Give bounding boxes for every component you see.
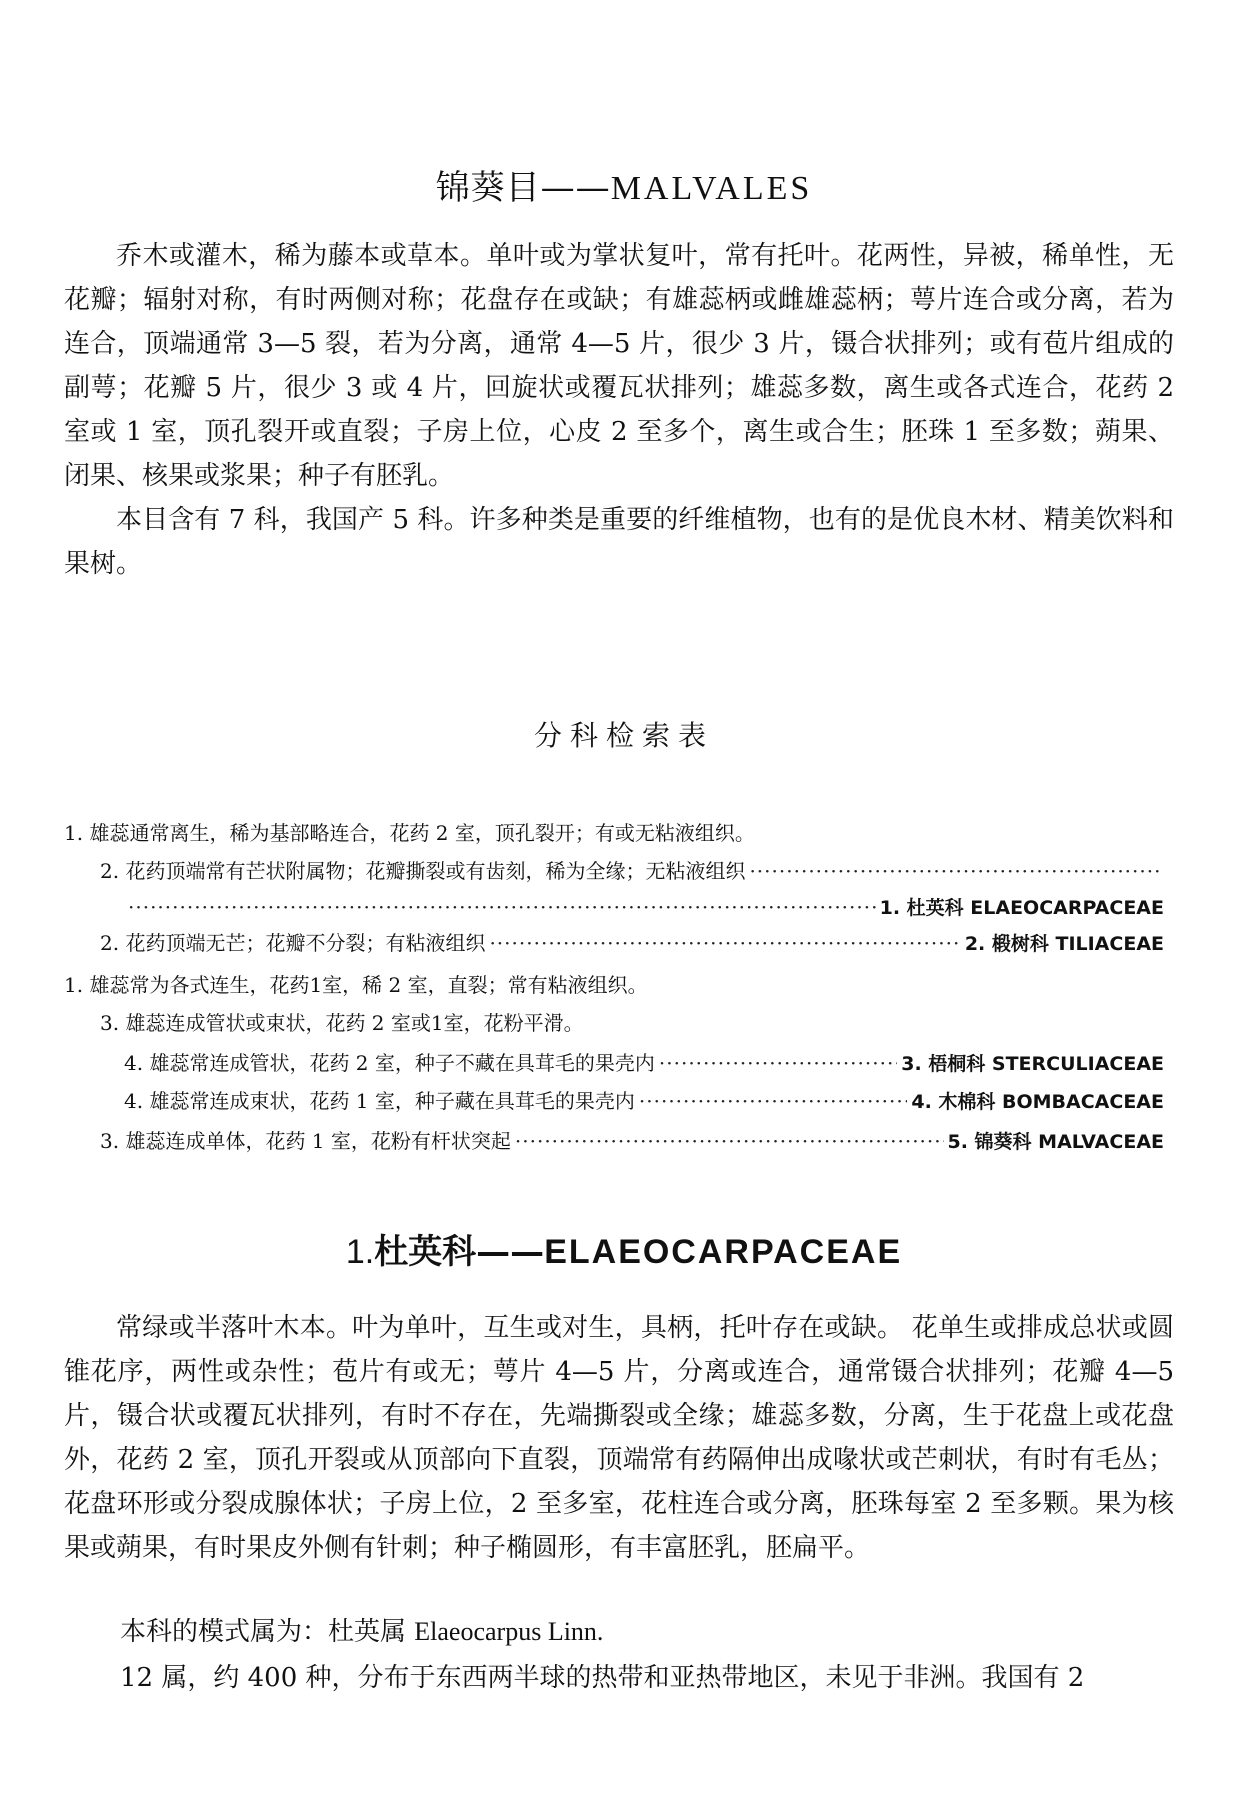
type-genus (120, 1610, 603, 1654)
key-item (124, 892, 1164, 923)
leader-dots (128, 892, 876, 922)
distribution: 12 属，约 400 种，分布于东西两半球的热带和亚热带地区，未见于非洲。我国有 2 (120, 1663, 1085, 1693)
key-item-result: 3. 梧桐科 STERCULIACEAE (901, 1053, 1164, 1075)
key-item-result: 4. 木棉科 BOMBACACEAE (911, 1091, 1164, 1113)
key-item-text: 3. 雄蕊连成单体，花药 1 室，花粉有杆状突起 (100, 1129, 511, 1153)
key-item (100, 856, 1164, 886)
key-item-result: 2. 椴树科 TILIACEAE (964, 933, 1164, 955)
family-heading-latin: ELAEOCARPACEAE (544, 1233, 903, 1271)
order-description: 乔木或灌木，稀为藤本或草本。单叶或为掌状复叶，常有托叶。花两性，异被，稀单性，无花瓣；辐射对称，有时两侧对称；花盘存在或缺；有雄蕊柄或雌雄蕊柄；萼片连合或分离，若为连合，顶端通常 3—5 裂，若为分离，通常 4—5 片，很少 3 片，镊合状排列；或有苞片组成的副萼；花瓣 5 片，很少 3 或 4 片，回旋状或覆瓦状排列；雄蕊多数，离生或各式连合，花药 2 室或 1 室，顶孔裂开或直裂；子房上位，心皮 2 至多个，离生或合生；胚珠 1 至多数；蒴果、闭果、核果或浆果；种子有胚乳。 (64, 241, 1174, 491)
key-item-text: 4. 雄蕊常连成束状，花药 1 室，种子藏在具茸毛的果壳内 (124, 1089, 635, 1113)
key-item (64, 818, 1164, 848)
order-heading (0, 160, 1248, 209)
key-item (124, 1086, 1164, 1117)
order-heading-latin: MALVALES (610, 170, 813, 207)
key-item-result: 1. 杜英科 ELAEOCARPACEAE (879, 897, 1164, 919)
leader-dots (659, 1048, 897, 1078)
key-item (100, 928, 1164, 959)
key-item-text: 2. 花药顶端无芒；花瓣不分裂；有粘液组织 (100, 931, 486, 955)
key-item-result: 5. 锦葵科 MALVACEAE (947, 1131, 1164, 1153)
order-summary: 本目含有 7 科，我国产 5 科。许多种类是重要的纤维植物，也有的是优良木材、精美饮料和果树。 (64, 505, 1174, 579)
key-item (100, 1008, 1164, 1038)
key-item (64, 970, 1164, 1000)
key-title: 分科检索表 (533, 719, 714, 752)
key-item-text: 1. 雄蕊通常离生，稀为基部略连合，花药 2 室，顶孔裂开；有或无粘液组织。 (64, 821, 755, 845)
key-item-text: 3. 雄蕊连成管状或束状，花药 2 室或1室，花粉平滑。 (100, 1011, 584, 1035)
leader-dots (515, 1126, 944, 1156)
type-genus-label: 本科的模式属为：杜英属 (120, 1617, 407, 1647)
key-item-text: 4. 雄蕊常连成管状，花药 2 室，种子不藏在具茸毛的果壳内 (124, 1051, 655, 1075)
family-description: 常绿或半落叶木本。叶为单叶，互生或对生，具柄，托叶存在或缺。 花单生或排成总状或圆锥花序，两性或杂性；苞片有或无；萼片 4—5 片，分离或连合，通常镊合状排列；花瓣 4—5 片，镊合状或覆瓦状排列，有时不存在，先端撕裂或全缘；雄蕊多数，分离，生于花盘上或花盘外，花药 2 室，顶孔开裂或从顶部向下直裂，顶端常有药隔伸出成喙状或芒刺状，有时有毛丛；花盘环形或分裂成腺体状；子房上位，2 至多室，花柱连合或分离，胚珠每室 2 至多颗。果为核果或蒴果，有时果皮外侧有针刺；种子椭圆形，有丰富胚乳，胚扁平。 (64, 1313, 1174, 1563)
leader-dots (489, 928, 960, 958)
leader-dots (749, 856, 1160, 886)
type-genus-latin: Elaeocarpus Linn. (414, 1617, 604, 1646)
order-heading-chinese: 锦葵目—— (435, 168, 611, 208)
leader-dots (639, 1086, 907, 1116)
family-heading-number: 1. (345, 1233, 375, 1271)
family-heading-chinese: 杜英科—— (374, 1232, 545, 1272)
key-item-text: 1. 雄蕊常为各式连生，花药1室，稀 2 室，直裂；常有粘液组织。 (64, 973, 648, 997)
key-item (124, 1048, 1164, 1079)
key-item-text: 2. 花药顶端常有芒状附属物；花瓣撕裂或有齿刻，稀为全缘；无粘液组织 (100, 859, 746, 883)
key-item (100, 1126, 1164, 1157)
family-heading (0, 1224, 1248, 1273)
